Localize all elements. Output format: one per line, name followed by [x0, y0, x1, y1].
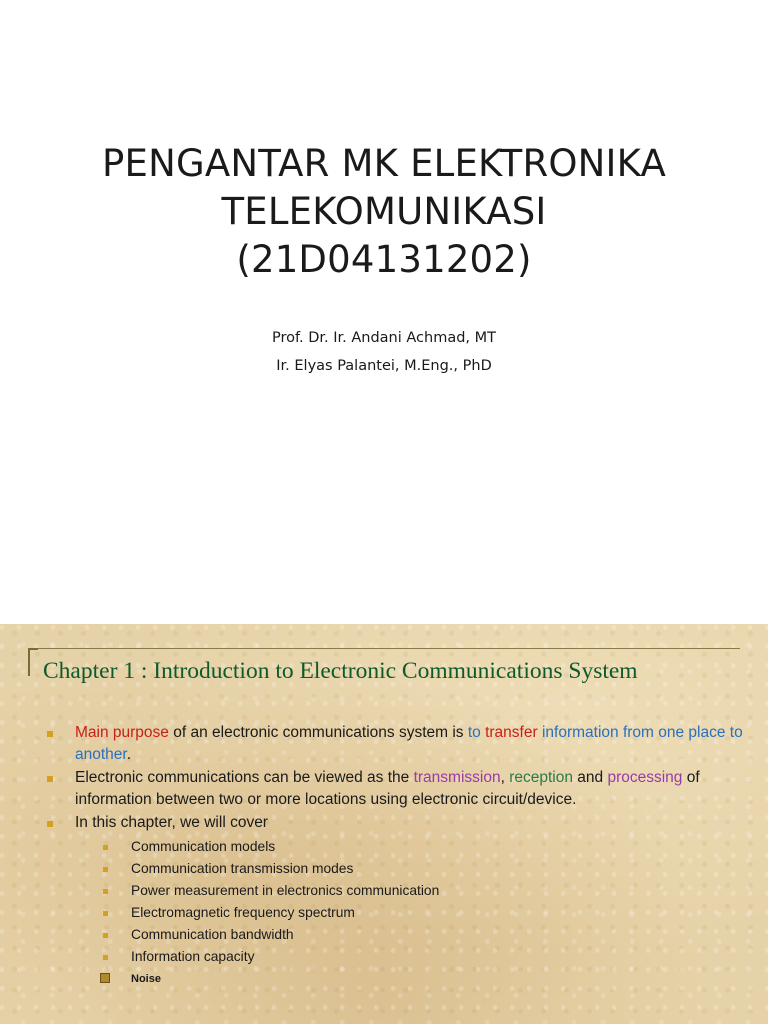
sub-bullet-square-icon	[103, 889, 108, 894]
sub-bullet-square-icon	[103, 867, 108, 872]
chapter-slide	[0, 624, 768, 1024]
bullet-text-segment: transfer	[485, 724, 538, 741]
sub-bullet-item	[75, 946, 744, 968]
bullet-text-segment: processing	[607, 769, 683, 786]
title-bracket	[28, 648, 38, 676]
bullet-text-segment: Electronic communications can be viewed as the	[75, 769, 414, 786]
slide-title-line-2: TELEKOMUNIKASI	[221, 190, 547, 233]
bullet-text-segment: reception	[509, 769, 573, 786]
slide-title-line-1: PENGANTAR MK ELEKTRONIKA	[102, 142, 666, 185]
sub-bullet-item	[75, 902, 744, 924]
bullet-text-segment: transmission	[413, 769, 501, 786]
bullet-list	[44, 722, 744, 991]
bullet-text-segment: Main purpose	[75, 724, 169, 741]
slide-title	[0, 140, 768, 284]
bullet-item-chapter-cover	[44, 812, 744, 989]
sub-bullet-text: Information capacity	[131, 948, 255, 964]
sub-bullet-item	[75, 858, 744, 880]
sub-bullet-item	[75, 880, 744, 902]
sub-bullet-item	[75, 969, 744, 989]
author-list	[0, 324, 768, 380]
sub-bullet-square-icon	[103, 845, 108, 850]
sub-bullet-item	[75, 836, 744, 858]
bullet-item-purpose	[44, 722, 744, 765]
bullet-text-segment: ,	[500, 769, 510, 786]
bullet-text-segment: of an electronic communications system is	[168, 724, 468, 741]
bullet-text: In this chapter, we will cover	[75, 814, 268, 831]
chapter-title: Chapter 1 : Introduction to Electronic Communications System	[43, 658, 638, 684]
sub-bullet-text: Electromagnetic frequency spectrum	[131, 904, 355, 920]
sub-bullet-item	[75, 924, 744, 946]
bullet-square-icon	[47, 821, 53, 827]
sub-bullet-square-icon	[103, 911, 108, 916]
sub-bullet-text: Communication transmission modes	[131, 860, 354, 876]
sub-bullet-text: Communication bandwidth	[131, 926, 294, 942]
bullet-square-icon	[47, 776, 53, 782]
bullet-text-segment: of information between two or more locations using electronic circuit/device.	[75, 769, 700, 808]
bullet-text-segment: to	[467, 724, 481, 741]
title-divider	[28, 648, 740, 649]
bullet-text-segment: information from one place to another	[75, 724, 743, 763]
bullet-text-segment: .	[126, 745, 132, 763]
sub-bullet-text: Power measurement in electronics communication	[131, 882, 440, 898]
bullet-item-definition	[44, 767, 744, 810]
sub-bullet-square-icon	[103, 955, 108, 960]
sub-bullet-box-icon	[100, 973, 110, 983]
bullet-square-icon	[47, 731, 53, 737]
slide-title-line-3: (21D04131202)	[236, 238, 532, 281]
author-2: Ir. Elyas Palantei, M.Eng., PhD	[276, 358, 492, 374]
author-1: Prof. Dr. Ir. Andani Achmad, MT	[271, 330, 497, 346]
bullet-text-segment: and	[572, 769, 608, 786]
sub-bullet-square-icon	[103, 933, 108, 938]
sub-bullet-list	[75, 836, 744, 989]
sub-bullet-text: Communication models	[131, 838, 276, 854]
sub-bullet-text: Noise	[131, 972, 161, 985]
